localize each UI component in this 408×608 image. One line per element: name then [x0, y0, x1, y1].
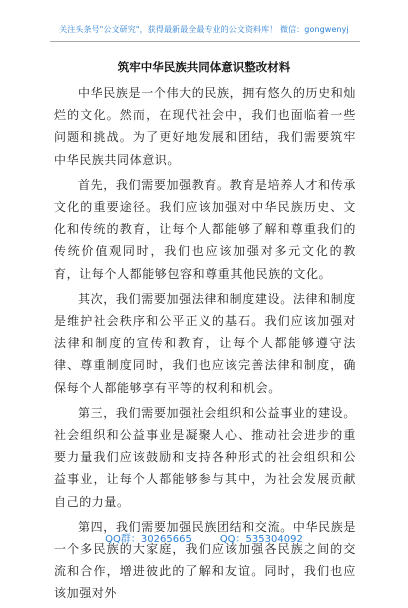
footer-contact: [0, 533, 408, 547]
footer-qq-group: QQ群：30265665: [105, 534, 192, 545]
paragraph-intro: 中华民族是一个伟大的民族，拥有悠久的历史和灿烂的文化。然而，在现代社会中，我们也面临着一些问题和挑战。为了更好地发展和团结，我们需要筑牢中华民族共同体意识。: [54, 86, 356, 167]
document-body: [54, 82, 356, 608]
paragraph-education: 首先，我们需要加强教育。教育是培养人才和传承文化的重要途径。我们应该加强对中华民族历史、文化和传统的教育，让每个人都能够了解和尊重我们的传统价值观同时，我们也应该加强对多元文化的教育，让每个人都能够包容和尊重其他民族的文化。: [54, 177, 356, 281]
header-divider: [50, 41, 360, 42]
document-title: 筑牢中华民族共同体意识整改材料: [117, 60, 291, 74]
header-promo-note: 关注头条号"公文研究"，获得最新最全最专业的公文资料库！ 微信：gongwenyj: [59, 25, 349, 34]
footer-qq-number: QQ：535304092: [219, 534, 303, 545]
paragraph-social-organizations: 第三，我们需要加强社会组织和公益事业的建设。社会组织和公益事业是凝聚人心、推动社会进步的重要力量我们应该鼓励和支持各种形式的社会组织和公益事业，让每个人都能够参与其中，为社会发展贡献自己的力量。: [54, 405, 356, 509]
paragraph-national-unity: 第四，我们需要加强民族团结和交流。中华民族是一个多民族的大家庭，我们应该加强各民族之间的交流和合作，增进彼此的了解和友谊。同时，我们也应该加强对外: [54, 519, 356, 601]
paragraph-law: 其次，我们需要加强法律和制度建设。法律和制度是维护社会秩序和公平正义的基石。我们应该加强对法律和制度的宣传和教育，让每个人都能够遵守法律、尊重制度同时，我们也应该完善法律和制度，确保每个人都能够享有平等的权利和机会。: [54, 291, 356, 395]
